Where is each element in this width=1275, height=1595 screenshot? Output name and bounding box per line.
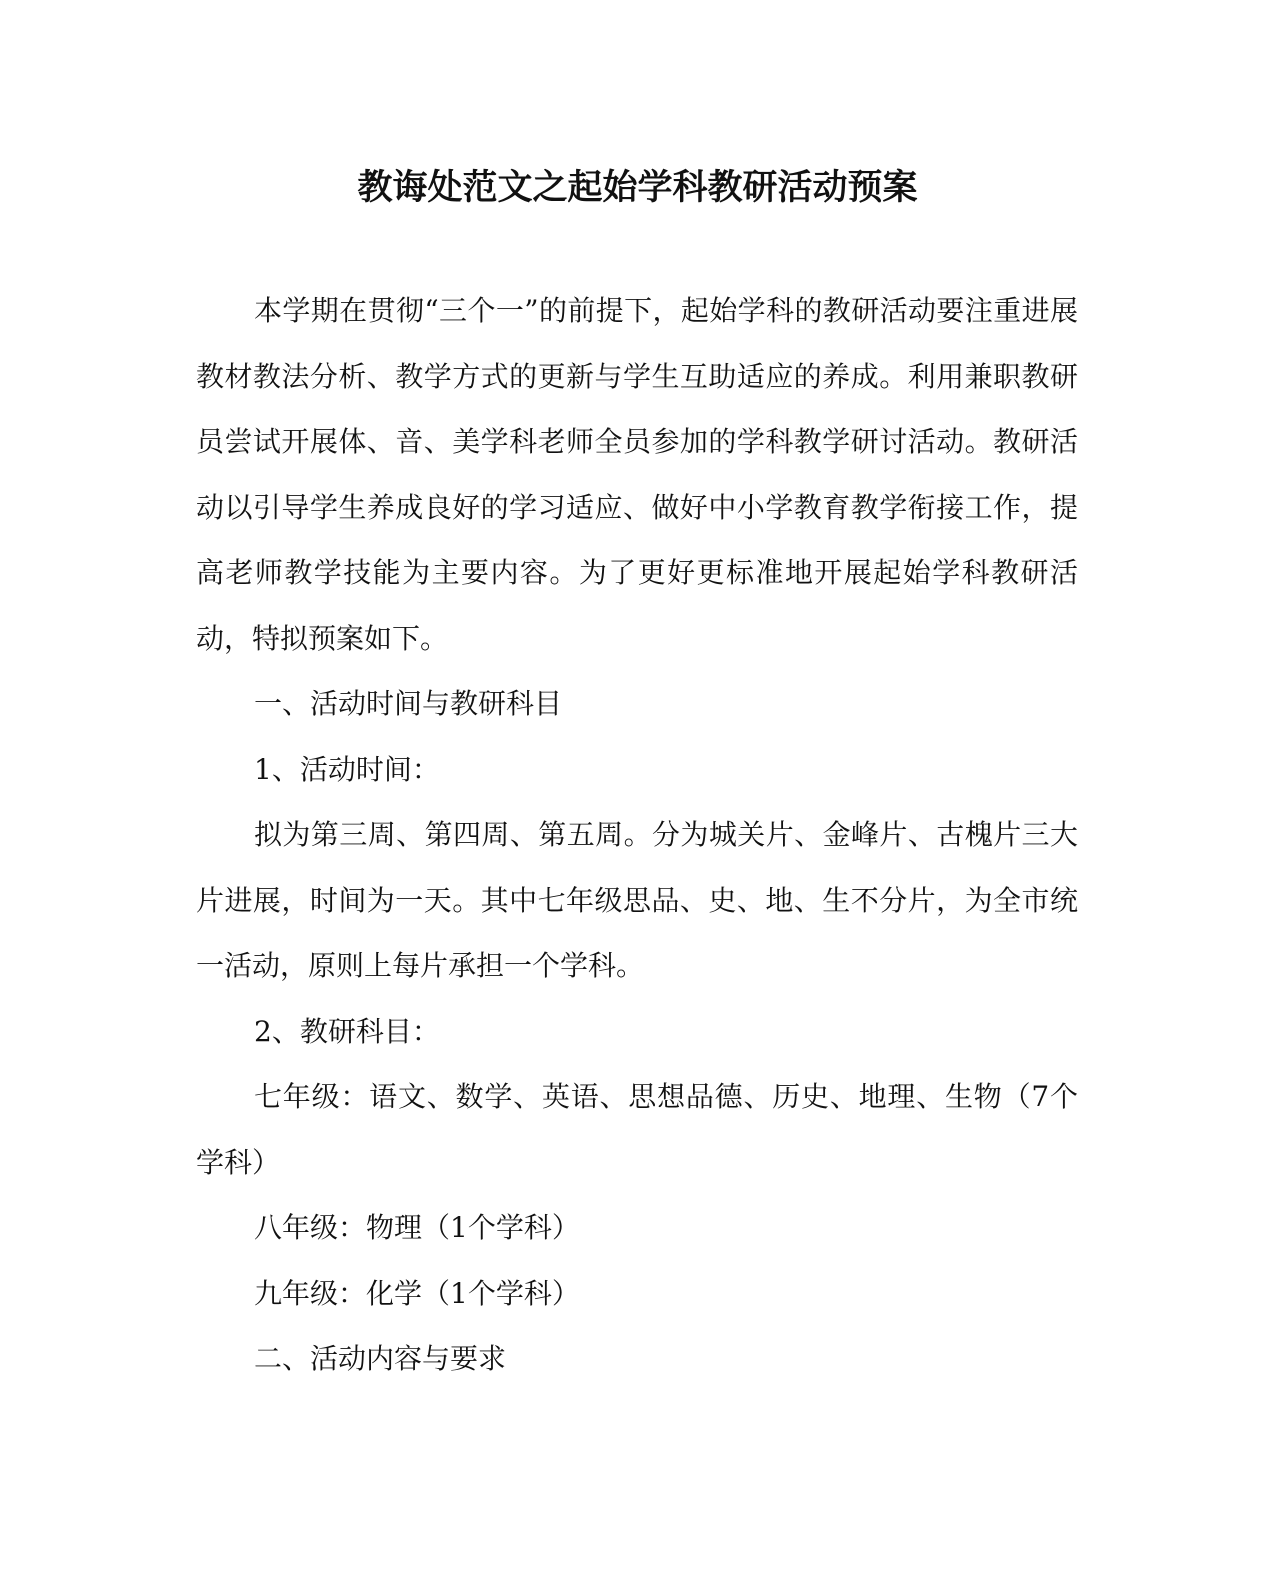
subheading-subjects: 2、教研科目：: [254, 1014, 440, 1048]
subheading-activity-time: 1、活动时间：: [254, 752, 440, 786]
grade-9-subjects: 九年级：化学（1个学科）: [254, 1276, 580, 1310]
grade-8-subjects: 八年级：物理（1个学科）: [254, 1211, 580, 1244]
document-body: [196, 278, 1078, 1392]
section-heading-2: 二、活动内容与要求: [254, 1342, 507, 1375]
document-title: 教诲处范文之起始学科教研活动预案: [357, 167, 918, 208]
activity-time-paragraph: 拟为第三周、第四周、第五周。分为城关片、金峰片、古槐片三大片进展，时间为一天。其中七年级思品、史、地、生不分片，为全市统一活动，原则上每片承担一个学科。: [196, 818, 1078, 982]
section-heading-1: 一、活动时间与教研科目: [254, 687, 563, 720]
grade-7-subjects: 七年级：语文、数学、英语、思想品德、历史、地理、生物（7个学科）: [196, 1080, 1078, 1179]
intro-paragraph: 本学期在贯彻“三个一”的前提下，起始学科的教研活动要注重进展教材教法分析、教学方式的更新与学生互助适应的养成。利用兼职教研员尝试开展体、音、美学科老师全员参加的学科教学研讨活动。教研活动以引导学生养成良好的学习适应、做好中小学教育教学衔接工作，提高老师教学技能为主要内容。为了更好更标准地开展起始学科教研活动，特拟预案如下。: [196, 294, 1078, 655]
